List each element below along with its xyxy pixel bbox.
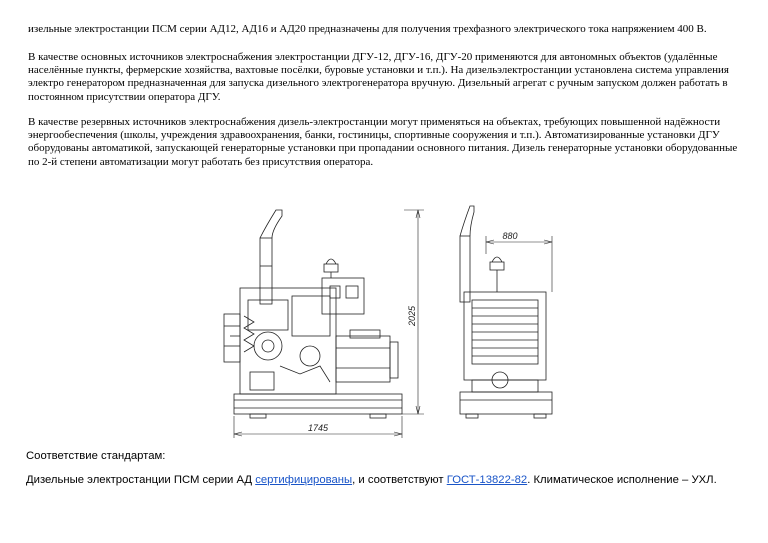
side-view (224, 210, 424, 438)
standards-text-end: . Климатическое исполнение – УХЛ. (527, 474, 717, 486)
gost-link[interactable]: ГОСТ-13822-82 (446, 474, 528, 486)
height-dimension: 2025 (407, 305, 417, 327)
certified-link[interactable]: сертифицированы (255, 474, 353, 486)
width-dimension: 880 (502, 231, 518, 241)
standards-heading: Соответствие стандартам: (26, 450, 166, 462)
standards-text-start: Дизельные электростанции ПСМ серии АД (26, 474, 256, 486)
generator-technical-drawing (210, 196, 570, 440)
standards-statement (26, 474, 717, 486)
standards-text-middle: , и соответствуют (352, 474, 447, 486)
length-dimension: 1745 (307, 423, 329, 433)
backup-use-paragraph: В качестве резервных источников электроснабжения дизель-электростанции могут применяться на объектах, требующих повышенной надёжности энергообеспечения (школы, учреждения здравоохранения, банки, гостиницы, спортивные сооружения и т.п.). Автоматизированные установки ДГУ оборудованы автоматикой, запускающей генераторные установки при пропадании основного питания. Дизель генераторные установки оборудованные по 2-й степени автоматизации могут работать без присутствия оператора. (28, 116, 738, 168)
intro-paragraph: изельные электростанции ПСМ серии АД12, АД16 и АД20 предназначены для получения трехфазного электрического тока напряжением 400 В. (28, 23, 707, 35)
primary-use-paragraph: В качестве основных источников электроснабжения электростанции ДГУ-12, ДГУ-16, ДГУ-20 применяются для автономных объектов (удалённые населённые пункты, фермерские хозяйства, вахтовые посёлки, буровые установки и т.п.). На дизельэлектростанции установлена система управления электро генератором предназначенная для запуска дизельного электрогенератора вручную. Дизельный агрегат с ручным запуском должен работать в постоянном присутствии оператора ДГУ. (28, 51, 729, 103)
